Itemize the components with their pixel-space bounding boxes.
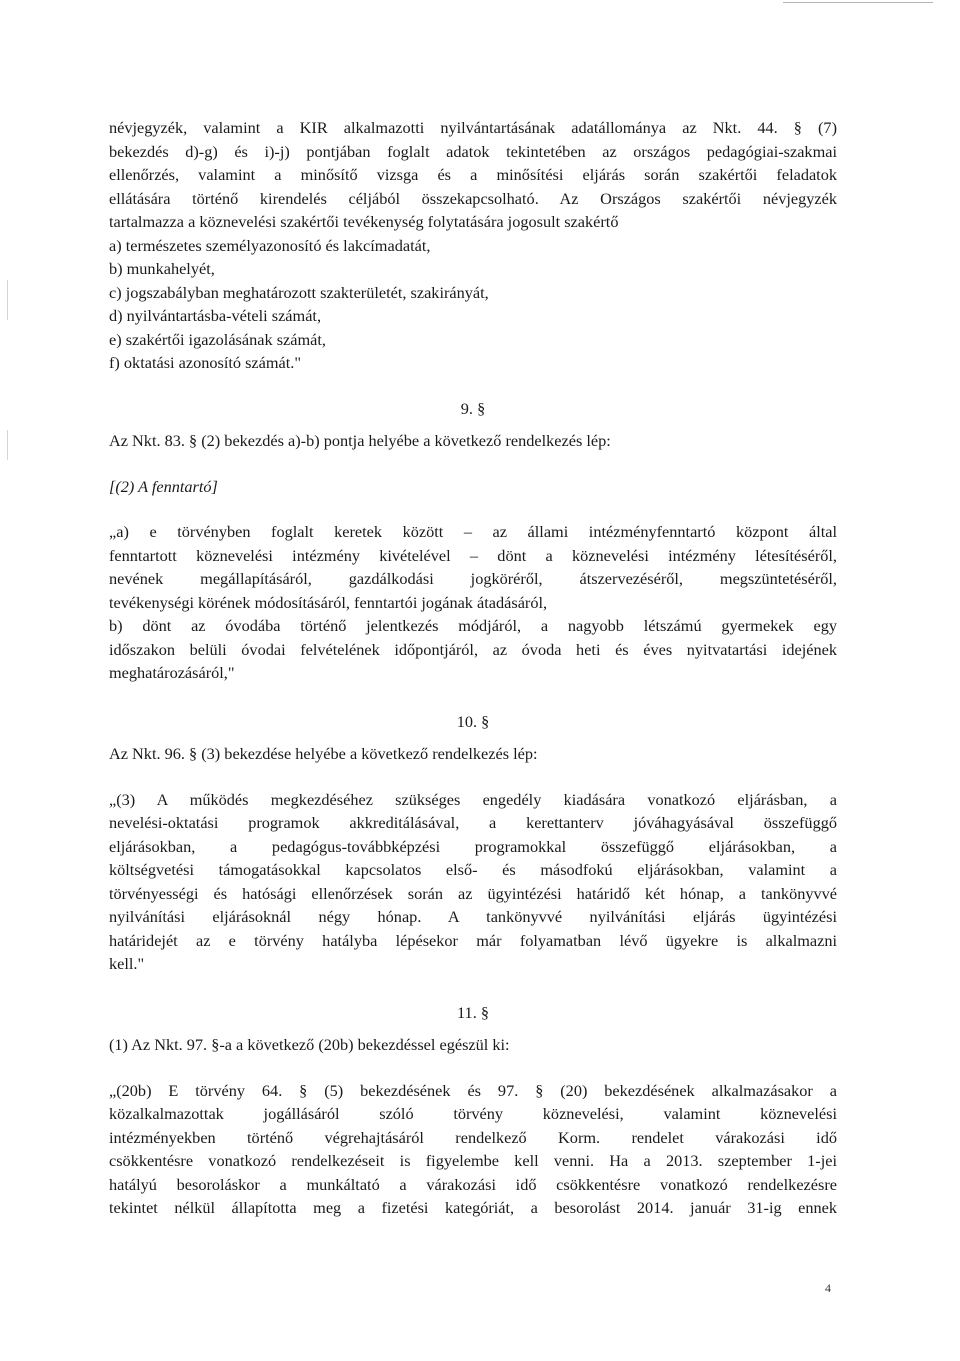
document-body [109, 116, 837, 1220]
text-line: tartalmazza a köznevelési szakértői tevékenység folytatására jogosult szakértő [109, 212, 619, 231]
text-line: „(3) A működés megkezdéséhez szükséges engedély kiadására vonatkozó eljárásban, a [109, 789, 837, 809]
text-line: Az Nkt. 96. § (3) bekezdése helyébe a következő rendelkezés lép: [109, 744, 538, 763]
text-line: (1) Az Nkt. 97. §-a a következő (20b) bekezdéssel egészül ki: [109, 1035, 510, 1054]
text-line: „a) e törvényben foglalt keretek között – az állami intézményfenntartó központ által [109, 522, 837, 541]
text-line: törvényességi és hatósági ellenőrzések során az ügyintézési határidő két hónap, a tankönyvvé [109, 883, 837, 903]
text-line: nevelési-oktatási programok akkreditálásával, a kerettanterv jóváhagyásával összefüggő [109, 813, 837, 832]
text-line: nevének megállapításáról, gazdálkodási jogköréről, átszervezéséről, megszüntetéséről, [109, 569, 837, 588]
list-item: f) oktatási azonosító számát." [109, 353, 302, 372]
text-line: hatályú besoroláskor a munkáltató a várakozási idő csökkentésre vonatkozó rendelkezésre [109, 1174, 837, 1194]
text-line: b) dönt az óvodába történő jelentkezés módjáról, a nagyobb létszámú gyermekek egy [109, 616, 837, 635]
scan-mark [783, 2, 933, 3]
list-item: d) nyilvántartásba-vételi számát, [109, 306, 322, 325]
text-line: költségvetési támogatásokkal kapcsolatos első- és másodfokú eljárásokban, valamint a [109, 860, 837, 879]
text-line: Az Nkt. 83. § (2) bekezdés a)-b) pontja helyébe a következő rendelkezés lép: [109, 431, 611, 450]
text-line: fenntartott köznevelési intézmény kivételével – dönt a köznevelési intézmény létesítéséről, [109, 545, 837, 565]
text-line: [(2) A fenntartó] [109, 476, 218, 496]
text-line: ellenőrzés, valamint a minősítő vizsga és a minősítési eljárás során szakértői feladatok [109, 165, 837, 184]
page-number: 4 [825, 1281, 831, 1295]
text-line: „(20b) E törvény 64. § (5) bekezdésének és 97. § (20) bekezdésének alkalmazásakor a [109, 1080, 837, 1100]
text-line: bekezdés d)-g) és i)-j) pontjában foglalt adatok tekintetében az országos pedagógiai-szakmai [109, 141, 837, 161]
text-line: eljárásokban, a pedagógus-továbbképzési programokkal összefüggő eljárásokban, a [109, 836, 837, 856]
text-line: névjegyzék, valamint a KIR alkalmazotti nyilvántartásának adatállománya az Nkt. 44. § (7) [109, 118, 837, 137]
text-line: kell." [109, 954, 145, 973]
list-item: c) jogszabályban meghatározott szakterületét, szakirányát, [109, 282, 489, 302]
text-line: közalkalmazottak jogállásáról szóló törvény köznevelési, valamint köznevelési [109, 1104, 837, 1123]
text-line: meghatározásáról," [109, 663, 235, 682]
text-line: nyilvánítási eljárásoknál négy hónap. A tankönyvvé nyilvánítási eljárás ügyintézési [109, 907, 837, 926]
text-line: tevékenységi körének módosításáról, fenntartói jogának átadásáról, [109, 592, 548, 612]
text-line: tekintet nélkül állapította meg a fizetési kategóriát, a besorolást 2014. január 31-ig ennek [109, 1198, 837, 1217]
text-line: ellátására történő kirendelés céljából összekapcsolható. Az Országos szakértői névjegyzék [109, 188, 837, 208]
section-number-9: 9. § [460, 398, 486, 418]
section-number-10: 10. § [456, 711, 490, 731]
scan-edge-mark [7, 280, 8, 320]
text-line: csökkentésre vonatkozó rendelkezéseit is figyelembe kell venni. Ha a 2013. szeptember 1-jei [109, 1151, 837, 1170]
section-number-11: 11. § [457, 1002, 489, 1022]
list-item: a) természetes személyazonosító és lakcímadatát, [109, 235, 431, 255]
text-line: időszakon belüli óvodai felvételének időpontjáról, az óvoda heti és éves nyitvatartási idejének [109, 639, 837, 659]
scan-edge-mark [7, 430, 8, 460]
list-item: e) szakértői igazolásának számát, [109, 329, 326, 349]
list-item: b) munkahelyét, [109, 259, 215, 278]
text-line: intézményekben történő végrehajtásáról rendelkező Korm. rendelet várakozási idő [109, 1127, 837, 1147]
text-line: határidejét az e törvény hatályba lépésekor már folyamatban lévő ügyekre is alkalmazni [109, 930, 837, 950]
